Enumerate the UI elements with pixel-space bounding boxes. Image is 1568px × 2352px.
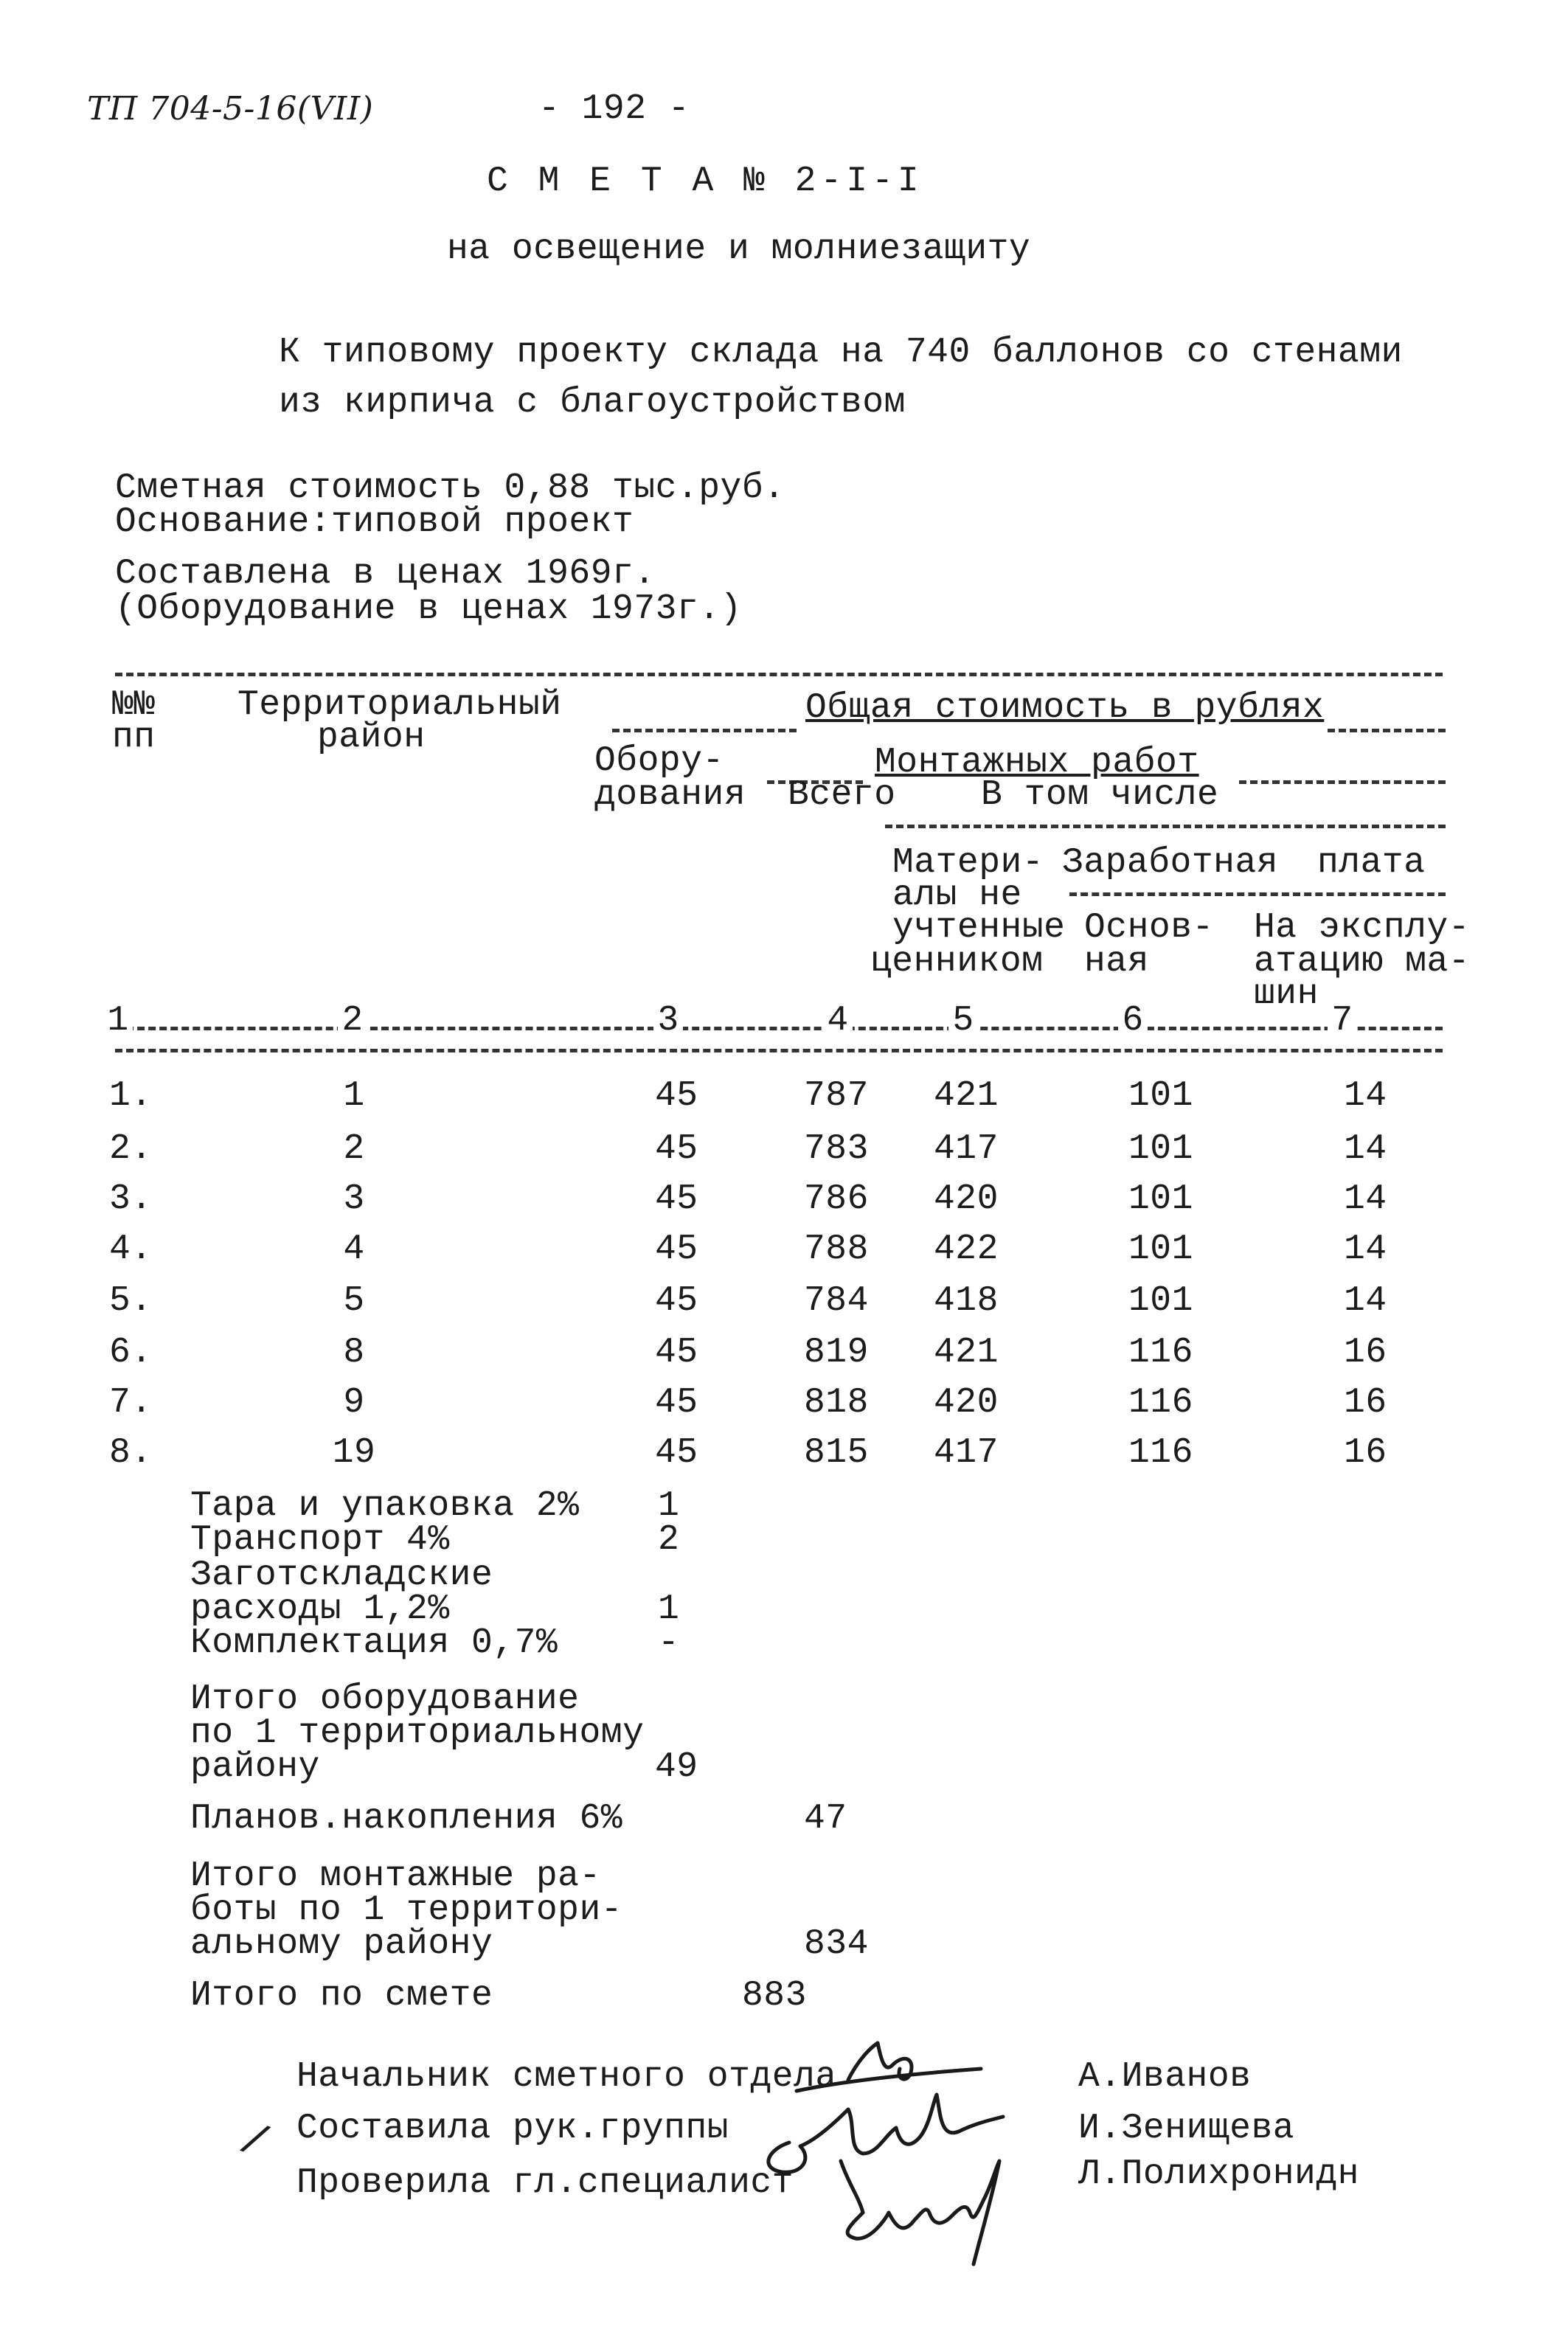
col-all-header: Всего xyxy=(788,775,896,815)
row-basic: 101 xyxy=(1128,1179,1193,1219)
total-equipment-label-line1: Итого оборудование xyxy=(190,1679,580,1719)
row-basic: 101 xyxy=(1128,1281,1193,1321)
signature-name-3: Л.Полихронидн xyxy=(1078,2154,1359,2194)
row-region: 2 xyxy=(343,1129,365,1169)
table-top-rule xyxy=(115,673,1443,676)
group-including-header: В том числе xyxy=(981,775,1219,815)
group-salary-header-word2: плата xyxy=(1317,843,1426,883)
equipment-price-level: (Оборудование в ценах 1973г.) xyxy=(115,589,742,629)
signature-role-3: Проверила гл.специалист xyxy=(296,2163,794,2203)
row-equipment: 45 xyxy=(655,1281,698,1321)
col-materials-header-line2: алы не xyxy=(892,875,1022,915)
row-number: 3. xyxy=(109,1179,153,1219)
planned-savings-label: Планов.накопления 6% xyxy=(190,1799,623,1839)
col-region-header-line2: район xyxy=(317,718,426,757)
group-total-header: Общая стоимость в рублях xyxy=(805,688,1325,728)
column-index-3: 3 xyxy=(653,1002,683,1040)
column-index-6: 6 xyxy=(1118,1002,1148,1040)
row-machines: 16 xyxy=(1344,1333,1387,1373)
col-basic-header-line1: Основ- xyxy=(1084,908,1214,948)
row-basic: 116 xyxy=(1128,1433,1193,1473)
total-equipment-value: 49 xyxy=(655,1747,698,1787)
row-region: 5 xyxy=(343,1281,365,1321)
row-total: 786 xyxy=(804,1179,869,1219)
row-total: 819 xyxy=(804,1333,869,1373)
signature-role-1: Начальник сметного отдела xyxy=(296,2057,837,2097)
column-index-rule xyxy=(115,1027,1443,1030)
total-mounting-value: 834 xyxy=(804,1924,869,1964)
col-basic-header-line2: ная xyxy=(1084,942,1149,982)
storage-value: 1 xyxy=(658,1589,680,1629)
row-total: 788 xyxy=(804,1229,869,1269)
row-basic: 101 xyxy=(1128,1229,1193,1269)
col-num-header-line2: пп xyxy=(112,718,156,757)
packing-label: Тара и упаковка 2% xyxy=(190,1486,580,1526)
row-machines: 14 xyxy=(1344,1281,1387,1321)
total-mounting-label-line2: боты по 1 территори- xyxy=(190,1890,623,1930)
total-equipment-label-line3: району xyxy=(190,1747,320,1787)
total-mounting-label-line3: альному району xyxy=(190,1924,493,1964)
row-number: 1. xyxy=(109,1076,153,1116)
column-index-5: 5 xyxy=(948,1002,978,1040)
row-total: 784 xyxy=(804,1281,869,1321)
group-mounting-right-rule xyxy=(1239,780,1446,784)
project-line-2: из кирпича с благоустройством xyxy=(279,383,906,423)
row-equipment: 45 xyxy=(655,1179,698,1219)
col-materials-header-line4: ценником xyxy=(870,942,1044,982)
col-equipment-header-line1: Обору- xyxy=(594,741,724,781)
group-total-left-rule xyxy=(612,729,797,732)
row-machines: 16 xyxy=(1344,1383,1387,1423)
row-materials: 420 xyxy=(934,1383,999,1423)
row-equipment: 45 xyxy=(655,1076,698,1116)
estimated-cost: Сметная стоимость 0,88 тыс.руб. xyxy=(115,468,785,508)
completion-label: Комплектация 0,7% xyxy=(190,1623,558,1663)
row-materials: 417 xyxy=(934,1129,999,1169)
column-index-1: 1 xyxy=(103,1002,133,1040)
group-salary-rule xyxy=(1069,892,1446,896)
row-total: 787 xyxy=(804,1076,869,1116)
row-machines: 16 xyxy=(1344,1433,1387,1473)
row-number: 8. xyxy=(109,1433,153,1473)
row-materials: 422 xyxy=(934,1229,999,1269)
signature-name-1: А.Иванов xyxy=(1078,2057,1252,2097)
row-equipment: 45 xyxy=(655,1129,698,1169)
col-machines-header-line1: На эксплу- xyxy=(1254,908,1471,948)
column-index-7: 7 xyxy=(1328,1002,1357,1040)
row-number: 2. xyxy=(109,1129,153,1169)
row-number: 5. xyxy=(109,1281,153,1321)
row-machines: 14 xyxy=(1344,1179,1387,1219)
row-region: 3 xyxy=(343,1179,365,1219)
col-equipment-header-line2: дования xyxy=(594,775,746,815)
transport-value: 2 xyxy=(658,1520,680,1560)
document-title: С М Е Т А № 2-I-I xyxy=(487,162,923,201)
row-equipment: 45 xyxy=(655,1229,698,1269)
row-machines: 14 xyxy=(1344,1129,1387,1169)
group-mounting-header: Монтажных работ xyxy=(875,743,1199,783)
row-equipment: 45 xyxy=(655,1383,698,1423)
signature-mark-1-tail xyxy=(797,2069,981,2091)
total-estimate-label: Итого по смете xyxy=(190,1976,493,2016)
col-materials-header-line3: учтенные xyxy=(892,908,1066,948)
row-basic: 116 xyxy=(1128,1333,1193,1373)
group-including-rule xyxy=(885,825,1446,828)
signature-name-2: И.Зенищева xyxy=(1078,2109,1295,2148)
row-number: 7. xyxy=(109,1383,153,1423)
row-materials: 421 xyxy=(934,1333,999,1373)
document-subtitle: на освещение и молниезащиту xyxy=(447,229,1031,269)
project-line-1: К типовому проекту склада на 740 баллонов со стенами xyxy=(279,333,1403,372)
signature-mark-2 xyxy=(769,2095,1003,2172)
margin-slash-mark: / xyxy=(232,2115,276,2172)
row-total: 815 xyxy=(804,1433,869,1473)
packing-value: 1 xyxy=(658,1486,680,1526)
row-materials: 420 xyxy=(934,1179,999,1219)
col-num-header-line1: №№ xyxy=(112,685,156,725)
row-basic: 116 xyxy=(1128,1383,1193,1423)
col-machines-header-line2: атацию ма- xyxy=(1254,942,1471,982)
col-machines-header-line3: шин xyxy=(1254,974,1319,1014)
row-number: 4. xyxy=(109,1229,153,1269)
row-machines: 14 xyxy=(1344,1076,1387,1116)
row-region: 4 xyxy=(343,1229,365,1269)
table-header-bottom-rule xyxy=(115,1049,1443,1052)
column-index-2: 2 xyxy=(338,1002,367,1040)
col-region-header-line1: Территориальный xyxy=(237,685,562,725)
row-total: 818 xyxy=(804,1383,869,1423)
row-number: 6. xyxy=(109,1333,153,1373)
row-total: 783 xyxy=(804,1129,869,1169)
row-basic: 101 xyxy=(1128,1076,1193,1116)
signature-mark-2-loop xyxy=(841,2161,863,2213)
price-level: Составлена в ценах 1969г. xyxy=(115,554,656,594)
column-index-4: 4 xyxy=(823,1002,853,1040)
completion-value: - xyxy=(658,1623,680,1663)
row-materials: 421 xyxy=(934,1076,999,1116)
row-region: 9 xyxy=(343,1383,365,1423)
col-materials-header-line1: Матери- xyxy=(892,843,1044,883)
total-estimate-value: 883 xyxy=(742,1976,807,2016)
row-region: 19 xyxy=(332,1433,376,1473)
row-machines: 14 xyxy=(1344,1229,1387,1269)
group-total-right-rule xyxy=(1328,729,1446,732)
group-salary-header-word1: Заработная xyxy=(1062,843,1279,883)
signature-role-2: Составила рук.группы xyxy=(296,2109,729,2148)
page-number: - 192 - xyxy=(538,89,690,129)
basis: Основание:типовой проект xyxy=(115,502,634,542)
row-materials: 418 xyxy=(934,1281,999,1321)
planned-savings-value: 47 xyxy=(804,1799,847,1839)
row-region: 8 xyxy=(343,1333,365,1373)
row-region: 1 xyxy=(343,1076,365,1116)
total-equipment-label-line2: по 1 территориальному xyxy=(190,1713,645,1753)
row-equipment: 45 xyxy=(655,1433,698,1473)
storage-label-line1: Заготскладские xyxy=(190,1555,493,1595)
document-code: ТП 704-5-16(VII) xyxy=(87,90,374,128)
row-basic: 101 xyxy=(1128,1129,1193,1169)
total-mounting-label-line1: Итого монтажные ра- xyxy=(190,1856,601,1896)
row-materials: 417 xyxy=(934,1433,999,1473)
row-equipment: 45 xyxy=(655,1333,698,1373)
signature-mark-3 xyxy=(847,2161,999,2264)
handwritten-signatures xyxy=(738,1991,1062,2316)
storage-label-line2: расходы 1,2% xyxy=(190,1589,450,1629)
transport-label: Транспорт 4% xyxy=(190,1520,450,1560)
